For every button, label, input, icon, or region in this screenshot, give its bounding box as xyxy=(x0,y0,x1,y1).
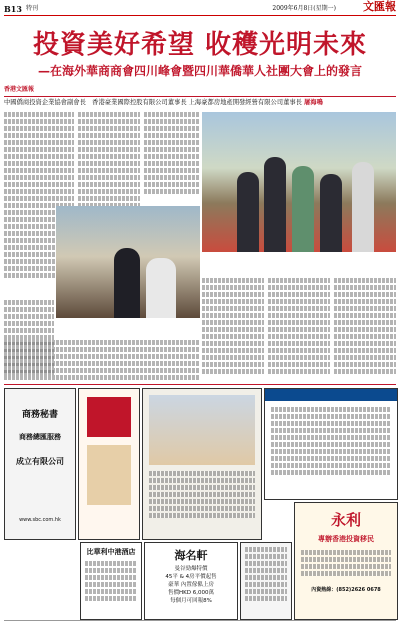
author-line xyxy=(4,99,396,107)
main-photo xyxy=(202,112,396,252)
ad-investment-immigration[interactable] xyxy=(294,502,398,620)
author-name: 屠海鳴 xyxy=(303,99,323,106)
text-column-7 xyxy=(268,278,330,380)
text-column-6 xyxy=(202,278,264,380)
issue-date: 2009年6月8日(星期一) xyxy=(272,5,336,12)
ad5-sub: 專辦香港投資移民 xyxy=(318,535,374,543)
page-number: B13 xyxy=(4,4,22,14)
ad1-company: 成立有限公司 xyxy=(16,457,64,466)
masthead xyxy=(4,0,396,16)
page-footer xyxy=(4,620,396,627)
newspaper-logo: 文匯報 xyxy=(363,0,396,13)
ad5-title: 永利 xyxy=(330,511,361,529)
kicker: 香港文匯報 xyxy=(4,86,35,93)
secondary-photo xyxy=(56,206,200,318)
ad3-line-2: 45平 & 4房平價起售 xyxy=(165,574,217,580)
ads-divider xyxy=(4,384,396,385)
ad-investment-conference[interactable] xyxy=(264,388,398,500)
text-column-3 xyxy=(144,112,200,202)
ad-hotel-china[interactable] xyxy=(80,542,142,620)
ad1-title: 商務秘書 xyxy=(21,410,58,420)
ad1-sub: 商務總匯服務 xyxy=(19,433,61,441)
headline: 投資美好希望 收穫光明未來 xyxy=(32,30,368,60)
ad-notice-small[interactable] xyxy=(240,542,292,620)
ad-hotel-offer[interactable] xyxy=(78,388,140,540)
ad4-title: 比華利中港酒店 xyxy=(86,548,136,556)
text-column-5 xyxy=(4,340,200,380)
ad3-title: 海名軒 xyxy=(174,549,208,562)
byline-bar xyxy=(4,84,396,97)
ad-business-secretary[interactable] xyxy=(4,388,76,540)
section-label: 特刊 xyxy=(26,5,39,12)
subhead: —在海外華商商會四川峰會暨四川華僑華人社團大會上的發言 xyxy=(37,64,362,78)
secondary-photo-caption xyxy=(56,320,200,334)
ad3-line-5: 每個月可回報8% xyxy=(170,598,212,604)
ad-real-estate[interactable] xyxy=(144,542,238,620)
ad3-line-4: 售價HKD 6,000萬 xyxy=(168,590,214,596)
ad3-line-1: 曼谷勁爆特價 xyxy=(174,566,208,572)
author-affiliation-right: 上海豪都房地產開發經營有限公司董事長 xyxy=(188,99,302,106)
ad3-line-3: 豪華 內置傢俬上房 xyxy=(168,582,214,588)
author-affiliation-left: 中國僑商投資企業協會副會長 香港豪業國際控股有限公司董事長 xyxy=(4,99,187,106)
main-photo-caption xyxy=(202,254,396,274)
ad-property-notice[interactable] xyxy=(142,388,262,540)
text-column-8 xyxy=(334,278,396,380)
ad5-phone: 內資熱線：(852)2626 0678 xyxy=(311,587,381,593)
ad1-url: www.sbc.com.hk xyxy=(19,517,61,523)
